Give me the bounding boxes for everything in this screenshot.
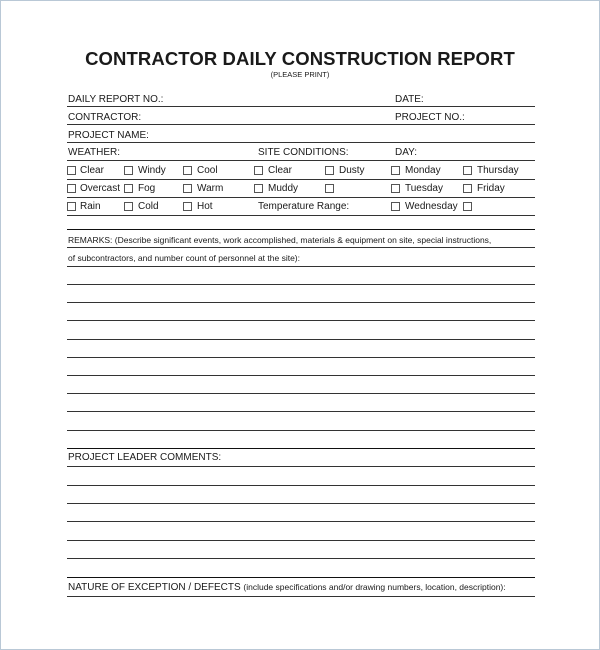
project-name-label: PROJECT NAME: — [68, 130, 149, 141]
daily-report-no-line[interactable] — [67, 106, 535, 107]
remarks-write-line[interactable] — [67, 284, 535, 285]
remarks-line-b — [67, 266, 535, 267]
date-label: DATE: — [395, 94, 424, 105]
remarks-write-line[interactable] — [67, 411, 535, 412]
remarks-label-line2: of subcontractors, and number count of personnel at the site): — [68, 253, 300, 263]
weather-cool-label: Cool — [197, 165, 218, 176]
site-conditions-label: SITE CONDITIONS: — [258, 147, 349, 158]
remarks-write-line[interactable] — [67, 320, 535, 321]
comments-write-line[interactable] — [67, 485, 535, 486]
remarks-write-line[interactable] — [67, 375, 535, 376]
project-no-label: PROJECT NO.: — [395, 112, 465, 123]
checkbox-site-blank[interactable] — [325, 184, 334, 193]
weather-windy-label: Windy — [138, 165, 166, 176]
comments-write-line[interactable] — [67, 558, 535, 559]
exceptions-label — [68, 581, 506, 594]
day-wednesday-label: Wednesday — [405, 201, 458, 212]
checkbox-site-clear[interactable] — [254, 166, 263, 175]
checkbox-weather-cool[interactable] — [183, 166, 192, 175]
project-name-line[interactable] — [67, 142, 535, 143]
checkbox-weather-rain[interactable] — [67, 202, 76, 211]
checkbox-weather-hot[interactable] — [183, 202, 192, 211]
checkbox-day-monday[interactable] — [391, 166, 400, 175]
weather-hot-label: Hot — [197, 201, 213, 212]
comments-write-line[interactable] — [67, 503, 535, 504]
checkbox-weather-fog[interactable] — [124, 184, 133, 193]
row-line-3 — [67, 215, 535, 216]
contractor-label: CONTRACTOR: — [68, 112, 142, 123]
weather-cold-label: Cold — [138, 201, 159, 212]
remarks-label-line1: REMARKS: (Describe significant events, work accomplished, materials & equipment on site, special instructions, — [68, 235, 492, 245]
daily-report-no-label: DAILY REPORT NO.: — [68, 94, 164, 105]
exceptions-top-line — [67, 577, 535, 578]
temperature-range-label: Temperature Range: — [258, 201, 350, 212]
remarks-write-line[interactable] — [67, 393, 535, 394]
exceptions-main: NATURE OF EXCEPTION / DEFECTS — [68, 582, 241, 593]
checkbox-weather-windy[interactable] — [124, 166, 133, 175]
remarks-write-line[interactable] — [67, 357, 535, 358]
contractor-line[interactable] — [67, 124, 535, 125]
comments-top-line — [67, 448, 535, 449]
comments-write-line[interactable] — [67, 521, 535, 522]
remarks-write-line[interactable] — [67, 339, 535, 340]
weather-warm-label: Warm — [197, 183, 224, 194]
remarks-line-a — [67, 247, 535, 248]
checkbox-day-friday[interactable] — [463, 184, 472, 193]
exceptions-detail: (include specifications and/or drawing numbers, location, description): — [243, 582, 506, 592]
checkbox-day-blank[interactable] — [463, 202, 472, 211]
day-monday-label: Monday — [405, 165, 441, 176]
checkbox-day-tuesday[interactable] — [391, 184, 400, 193]
remarks-write-line[interactable] — [67, 430, 535, 431]
row-line-1 — [67, 179, 535, 180]
row-line-2 — [67, 197, 535, 198]
exceptions-line[interactable] — [67, 596, 535, 597]
project-leader-comments-label: PROJECT LEADER COMMENTS: — [68, 452, 222, 463]
checkbox-site-muddy[interactable] — [254, 184, 263, 193]
site-clear-label: Clear — [268, 165, 292, 176]
weather-label: WEATHER: — [68, 147, 121, 158]
report-subtitle: (PLEASE PRINT) — [270, 70, 330, 79]
section-header-line — [67, 160, 535, 161]
day-friday-label: Friday — [477, 183, 505, 194]
weather-clear-label: Clear — [80, 165, 104, 176]
checkbox-weather-warm[interactable] — [183, 184, 192, 193]
weather-fog-label: Fog — [138, 183, 156, 194]
comments-write-line[interactable] — [67, 540, 535, 541]
weather-rain-label: Rain — [80, 201, 101, 212]
checkbox-weather-clear[interactable] — [67, 166, 76, 175]
day-label: DAY: — [395, 147, 418, 158]
weather-overcast-label: Overcast — [80, 183, 121, 194]
report-title: CONTRACTOR DAILY CONSTRUCTION REPORT — [85, 48, 515, 69]
checkbox-day-thursday[interactable] — [463, 166, 472, 175]
checkbox-weather-cold[interactable] — [124, 202, 133, 211]
remarks-write-line[interactable] — [67, 302, 535, 303]
checkbox-site-dusty[interactable] — [325, 166, 334, 175]
checkbox-weather-overcast[interactable] — [67, 184, 76, 193]
site-dusty-label: Dusty — [339, 165, 365, 176]
checkbox-day-wednesday[interactable] — [391, 202, 400, 211]
comments-write-line[interactable] — [67, 466, 535, 467]
day-thursday-label: Thursday — [477, 165, 519, 176]
day-tuesday-label: Tuesday — [405, 183, 443, 194]
site-muddy-label: Muddy — [268, 183, 299, 194]
remarks-top-line — [67, 229, 535, 230]
